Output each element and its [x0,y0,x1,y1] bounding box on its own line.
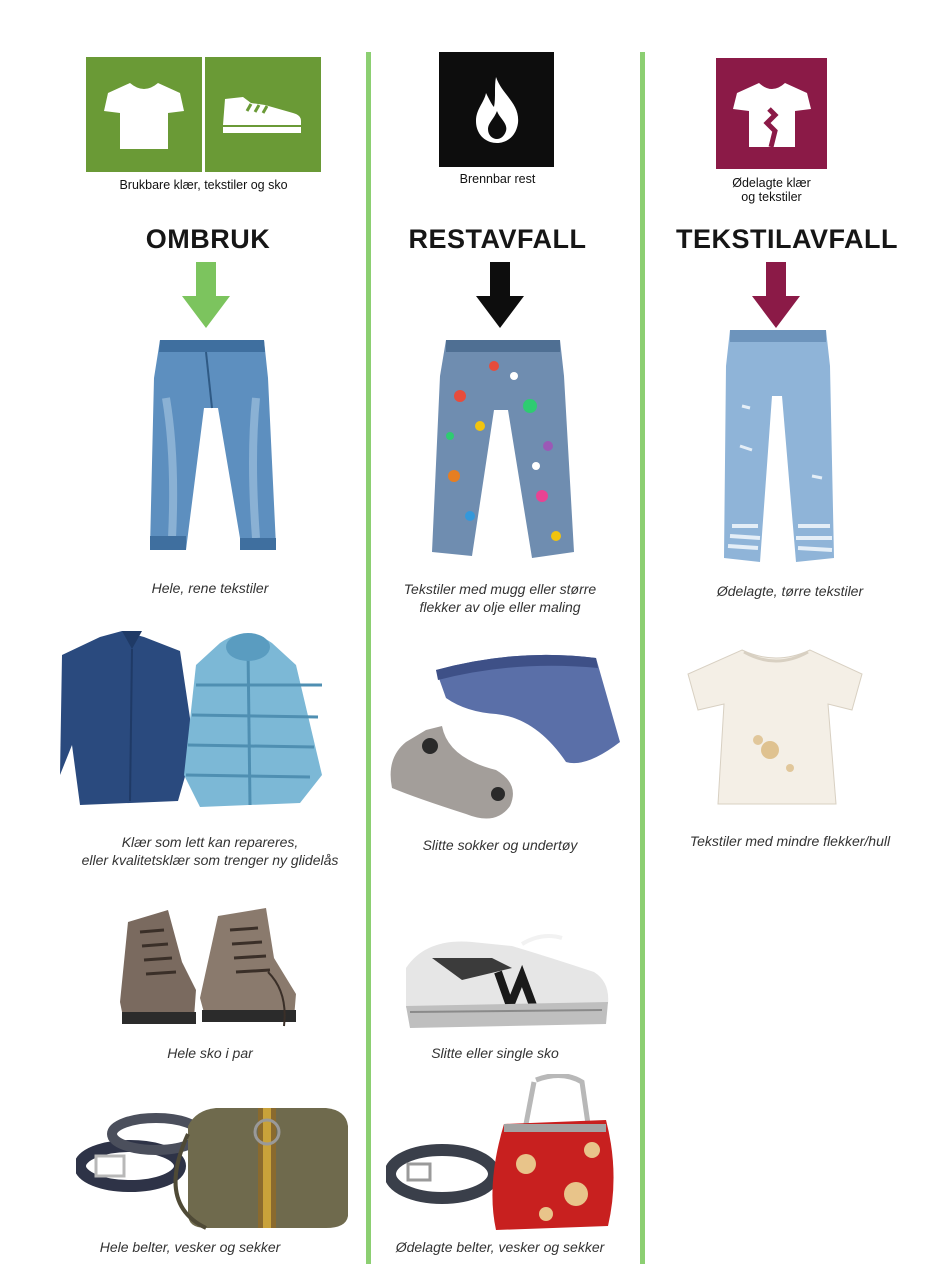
column-divider-right [640,52,645,1264]
shirt-and-jacket-image [60,625,330,815]
caption-worn-sneaker: Slitte eller single sko [431,1045,559,1061]
t-shirt-icon [86,57,202,172]
worn-sneaker-image [402,928,612,1032]
caption-socks-and-underwear: Slitte sokker og undertøy [422,837,578,853]
torn-t-shirt-icon [716,58,827,169]
boots-image [118,902,300,1030]
arrow-down-icon [182,262,230,328]
heading-tekstilavfall: TEKSTILAVFALL [676,224,898,254]
icon-caption-ombruk: Brukbare klær, tekstiler og sko [119,178,288,192]
caption-stained-t-shirt: Tekstiler med mindre flekker/hull [689,833,891,849]
belts-and-bag-image [76,1104,354,1232]
caption-belts-and-bag: Hele belter, vesker og sekker [99,1239,281,1255]
caption-shirt-and-jacket: Klær som lett kan repareres, eller kvalitetsklær som trenger ny glidelås [81,834,339,868]
broken-belt-and-bag-image [386,1074,622,1234]
sneaker-icon [205,57,321,172]
column-divider-left [366,52,371,1264]
heading-restavfall: RESTAVFALL [408,224,587,254]
caption-boots: Hele sko i par [167,1045,253,1061]
arrow-down-icon [476,262,524,328]
flame-icon [439,52,554,167]
caption-clean-jeans: Hele, rene tekstiler [151,580,269,596]
icon-caption-tekstilavfall: Ødelagte klær og tekstiler [732,176,811,204]
caption-broken-belt-and-bag: Ødelagte belter, vesker og sekker [395,1239,605,1255]
heading-ombruk: OMBRUK [145,224,271,254]
socks-and-underwear-image [386,638,622,830]
icon-caption-restavfall: Brennbar rest [459,172,536,186]
stained-t-shirt-image [686,644,866,808]
arrow-down-icon [752,262,800,328]
clean-jeans-image [146,338,278,560]
paint-jeans-image [430,336,576,566]
ripped-jeans-image [722,326,836,566]
caption-paint-jeans: Tekstiler med mugg eller større flekker av olje eller maling [403,581,597,615]
caption-ripped-jeans: Ødelagte, tørre tekstiler [716,583,864,599]
